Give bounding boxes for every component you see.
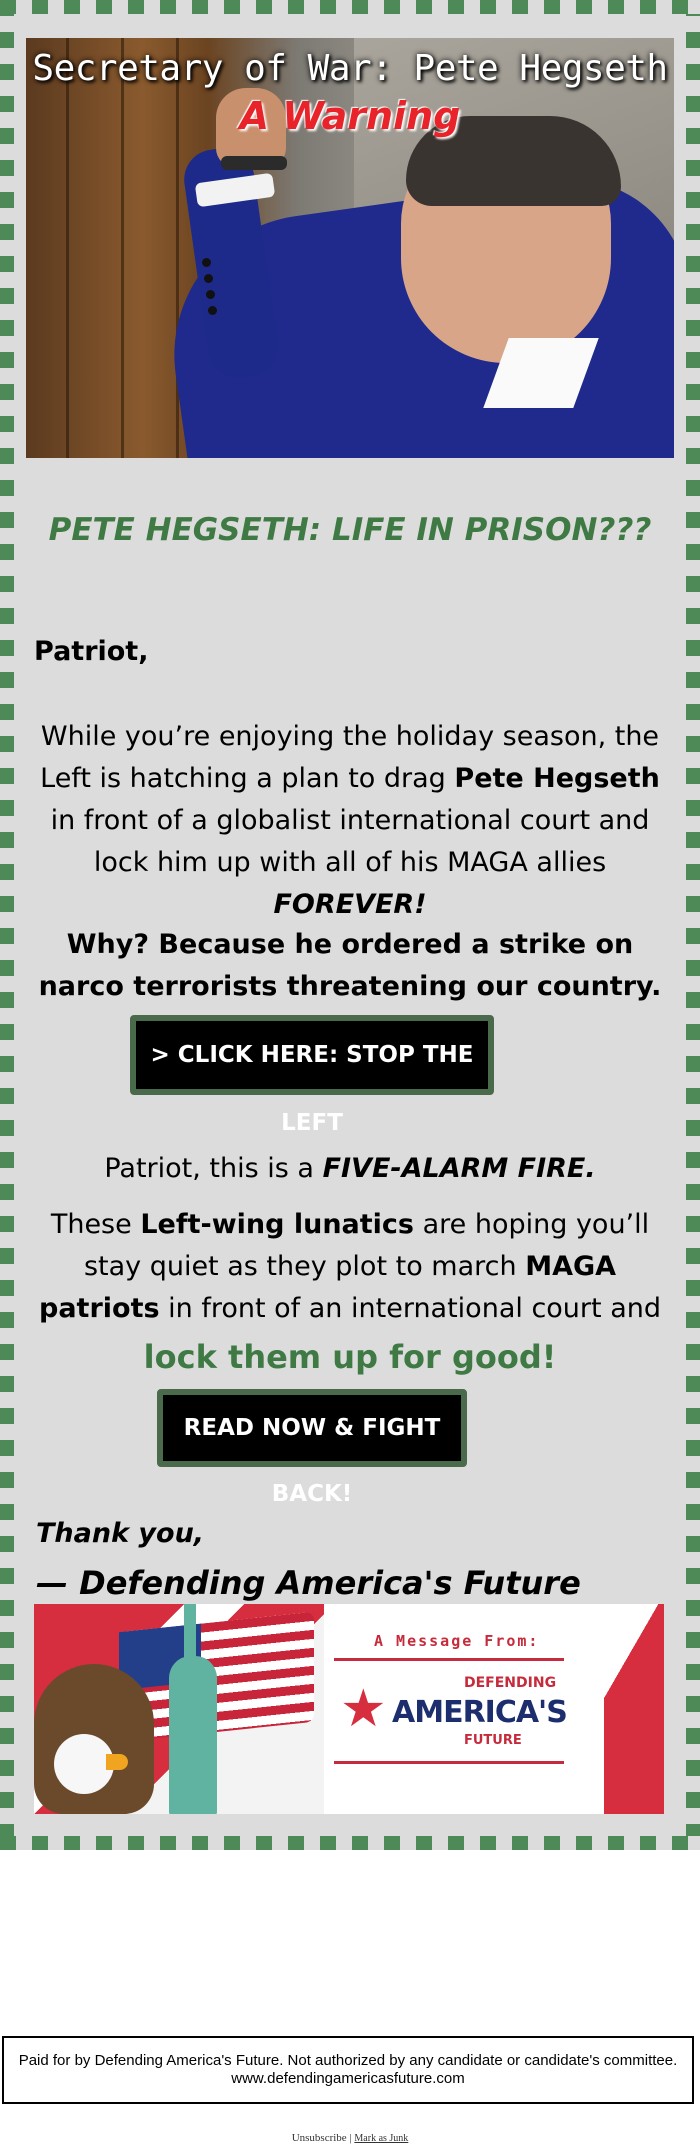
mark-as-junk-link[interactable]: Mark as Junk: [354, 2133, 409, 2144]
banner-right-stripe: [604, 1604, 664, 1814]
logo-top-text: DEFENDING: [464, 1675, 557, 1691]
maga-patriots-bold: MAGA patriots: [39, 1251, 617, 1324]
logo-main-text: AMERICA'S: [392, 1695, 567, 1730]
email-body: [24, 24, 676, 1826]
five-alarm-emphasis: FIVE-ALARM FIRE.: [322, 1153, 596, 1184]
paid-for-disclaimer: Paid for by Defending America's Future. Not authorized by any candidate or candidate's committee. www.defendingamericasfuture.com: [2, 2036, 694, 2104]
forever-emphasis: FOREVER!: [273, 889, 427, 920]
paragraph-intro: [34, 716, 666, 926]
paragraph-alarm-text: Patriot, this is a: [104, 1153, 323, 1184]
left-wing-bold: Left-wing lunatics: [140, 1209, 415, 1240]
daf-logo: [334, 1658, 567, 1764]
unsubscribe-row: [0, 2132, 700, 2144]
message-from-label: A Message From:: [374, 1632, 540, 1650]
paragraph-alarm: [34, 1148, 666, 1190]
statue-of-liberty-icon: [169, 1656, 217, 1814]
eagle-head: [54, 1734, 114, 1794]
read-now-button[interactable]: READ NOW & FIGHT BACK!: [157, 1389, 467, 1467]
unsubscribe-link[interactable]: Unsubscribe: [291, 2132, 347, 2144]
name-bold: Pete Hegseth: [454, 763, 660, 794]
lock-them-up-highlight: lock them up for good!: [143, 1338, 557, 1376]
paragraph-intro-text: in front of a globalist international court and lock him up with all of his MAGA allies: [50, 805, 650, 878]
eagle-beak: [106, 1754, 128, 1770]
hero-title: Secretary of War: Pete Hegseth: [32, 48, 668, 89]
paragraph-lunatics-text: in front of an international court and: [159, 1293, 661, 1324]
thanks-text: Thank you,: [36, 1518, 205, 1549]
hero-bracelet: [221, 156, 287, 170]
star-icon: ★: [340, 1679, 387, 1739]
logo-bottom-text: FUTURE: [464, 1733, 522, 1748]
paragraph-lunatics-text: are hoping you’ll stay quiet as they plot to march: [83, 1209, 650, 1282]
paragraph-why: Why? Because he ordered a strike on narco terrorists threatening our country.: [38, 929, 662, 1002]
paragraph-lunatics: [34, 1204, 666, 1384]
paragraph-lunatics-text: These: [50, 1209, 141, 1240]
hero-subtitle: A Warning: [239, 94, 461, 138]
headline: PETE HEGSETH: LIFE IN PRISON???: [48, 512, 652, 548]
greeting: Patriot,: [34, 636, 149, 667]
signoff: — Defending America's Future: [36, 1564, 581, 1602]
paragraph-intro-text: While you’re enjoying the holiday season, the Left is hatching a plan to drag: [40, 721, 660, 794]
footer-separator: |: [349, 2132, 352, 2144]
stop-the-left-button[interactable]: > CLICK HERE: STOP THE LEFT: [130, 1015, 494, 1095]
hero-image[interactable]: [26, 38, 674, 458]
sponsor-banner[interactable]: [34, 1604, 664, 1814]
